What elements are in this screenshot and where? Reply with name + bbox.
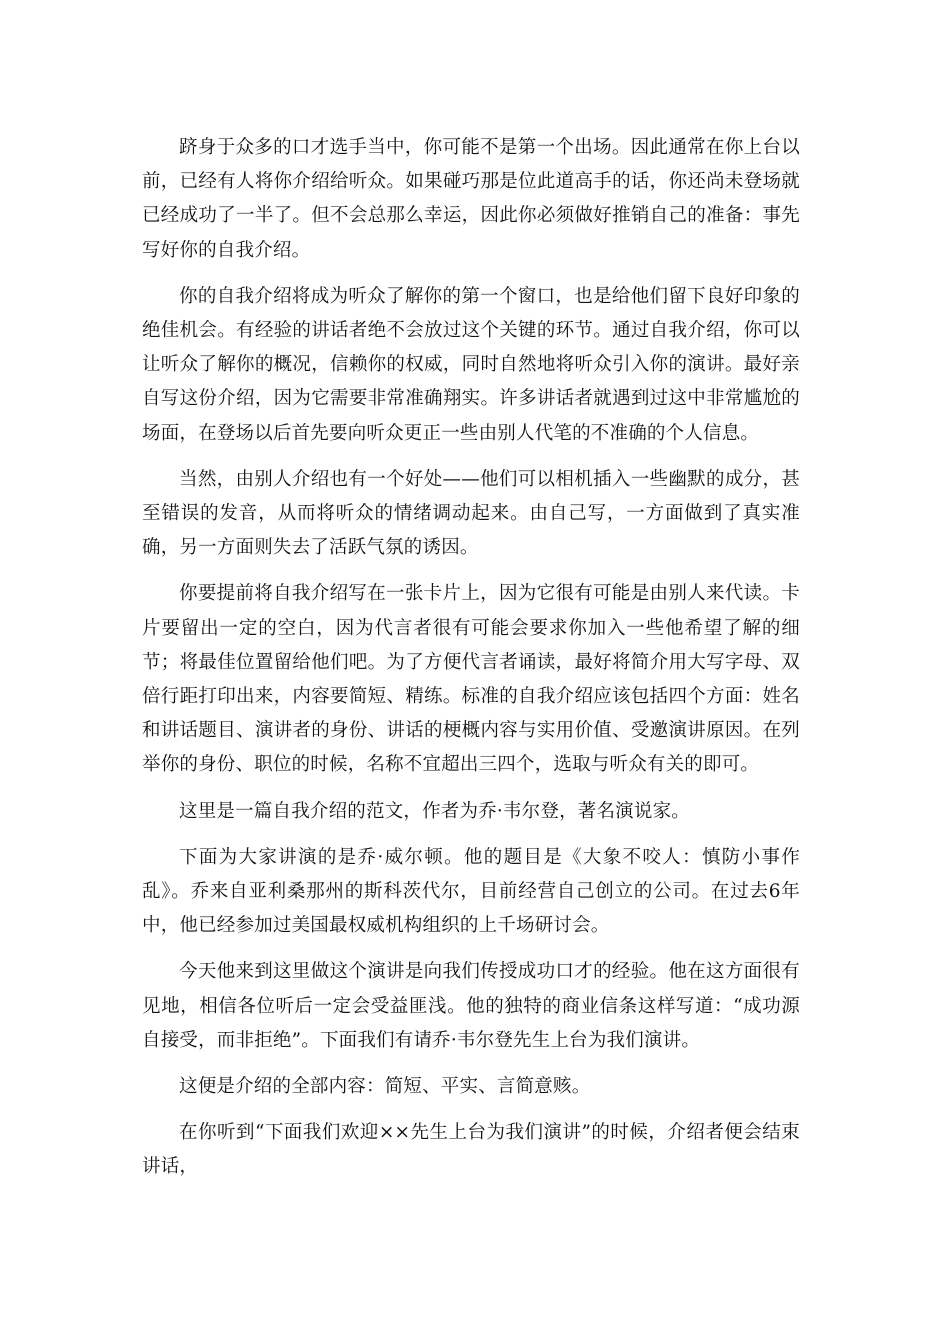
document-body (142, 131, 800, 1197)
paragraph-3: 当然，由别人介绍也有一个好处——他们可以相机插入一些幽默的成分，甚至错误的发音，从而将听众的情绪调动起来。由自己写，一方面做到了真实准确，另一方面则失去了活跃气氛的诱因。 (142, 468, 800, 559)
paragraph-7: 今天他来到这里做这个演讲是向我们传授成功口才的经验。他在这方面很有见地，相信各位听后一定会受益匪浅。他的独特的商业信条这样写道：“成功源自接受，而非拒绝”。下面我们有请乔·韦尔登先生上台为我们演讲。 (142, 961, 800, 1051)
paragraph-6: 下面为大家讲演的是乔·威尔顿。他的题目是《大象不咬人：慎防小事作乱》。乔来自亚利桑那州的斯科茨代尔，目前经营自己创立的公司。在过去6年中，他已经参加过美国最权威机构组织的上千场研讨会。 (142, 846, 800, 937)
paragraph-4: 你要提前将自我介绍写在一张卡片上，因为它很有可能是由别人来代读。卡片要留出一定的空白，因为代言者很有可能会要求你加入一些他希望了解的细节；将最佳位置留给他们吧。为了方便代言者诵读，最好将简介用大写字母、双倍行距打印出来，内容要简短、精练。标准的自我介绍应该包括四个方面：姓名和讲话题目、演讲者的身份、讲话的梗概内容与实用价值、受邀演讲原因。在列举你的身份、职位的时候，名称不宜超出三四个，选取与听众有关的即可。 (142, 583, 800, 776)
paragraph-5: 这里是一篇自我介绍的范文，作者为乔·韦尔登，著名演说家。 (179, 800, 690, 822)
paragraph-9: 在你听到“下面我们欢迎××先生上台为我们演讲”的时候，介绍者便会结束讲话， (142, 1122, 800, 1178)
paragraph-2: 你的自我介绍将成为听众了解你的第一个窗口，也是给他们留下良好印象的绝佳机会。有经验的讲话者绝不会放过这个关键的环节。通过自我介绍，你可以让听众了解你的概况，信赖你的权威，同时自然地将听众引入你的演讲。最好亲自写这份介绍，因为它需要非常准确翔实。许多讲话者就遇到过这中非常尴尬的场面，在登场以后首先要向听众更正一些由别人代笔的不准确的个人信息。 (142, 285, 800, 444)
paragraph-8: 这便是介绍的全部内容：简短、平实、言简意赅。 (179, 1076, 591, 1098)
paragraph-1: 跻身于众多的口才选手当中，你可能不是第一个出场。因此通常在你上台以前，已经有人将你介绍给听众。如果碰巧那是位此道高手的话，你还尚未登场就已经成功了一半了。但不会总那么幸运，因此你必须做好推销自己的准备：事先写好你的自我介绍。 (142, 137, 800, 261)
